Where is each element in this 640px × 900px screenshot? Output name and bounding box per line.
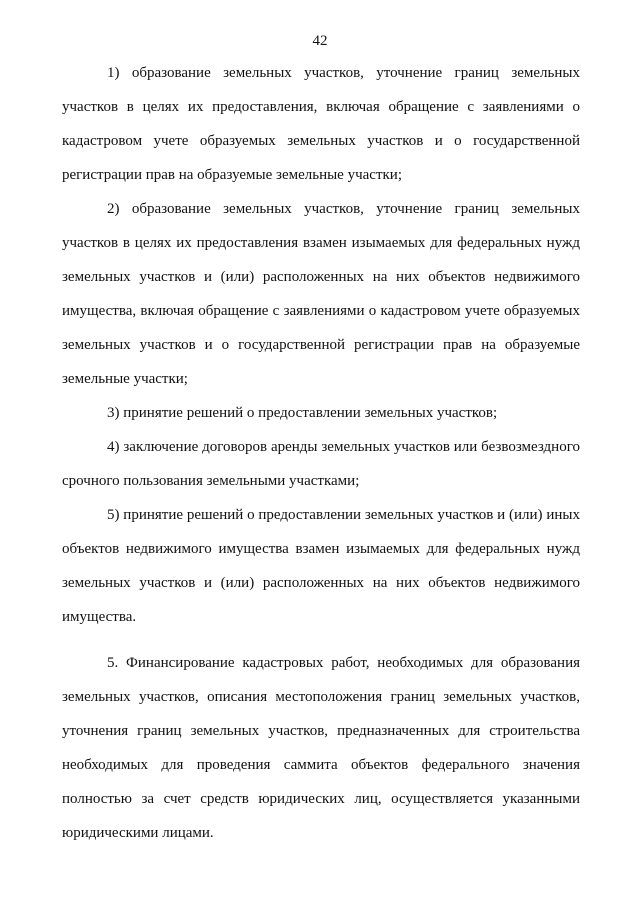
page-number: 42 bbox=[312, 33, 328, 49]
section-5-paragraph: 5. Финансирование кадастровых работ, необходимых для образования земельных участков, описания местоположения границ земельных участков, уточнения границ земельных участков, предназначенных для строительства необходимых для проведения саммита объектов федерального значения полностью за счет средств юридических лиц, осуществляется указанными юридическими лицами. bbox=[62, 655, 580, 841]
list-item-3: 3) принятие решений о предоставлении земельных участков; bbox=[107, 405, 498, 421]
list-item-2: 2) образование земельных участков, уточнение границ земельных участков в целях их предоставления взамен изымаемых для федеральных нужд земельных участков и (или) расположенных на них объектов недвижимого имущества, включая обращение с заявлениями о кадастровом учете образуемых земельных участков и о государственной регистрации прав на образуемые земельные участки; bbox=[62, 201, 580, 387]
list-item-4: 4) заключение договоров аренды земельных участков или безвозмездного срочного пользования земельными участками; bbox=[62, 439, 580, 489]
list-item-5: 5) принятие решений о предоставлении земельных участков и (или) иных объектов недвижимого имущества взамен изымаемых для федеральных нужд земельных участков и (или) расположенных на них объектов недвижимого имущества. bbox=[62, 507, 580, 625]
document-body bbox=[62, 56, 580, 850]
list-item-1: 1) образование земельных участков, уточнение границ земельных участков в целях их предоставления, включая обращение с заявлениями о кадастровом учете образуемых земельных участков и о государственной регистрации прав на образуемые земельные участки; bbox=[62, 65, 580, 183]
